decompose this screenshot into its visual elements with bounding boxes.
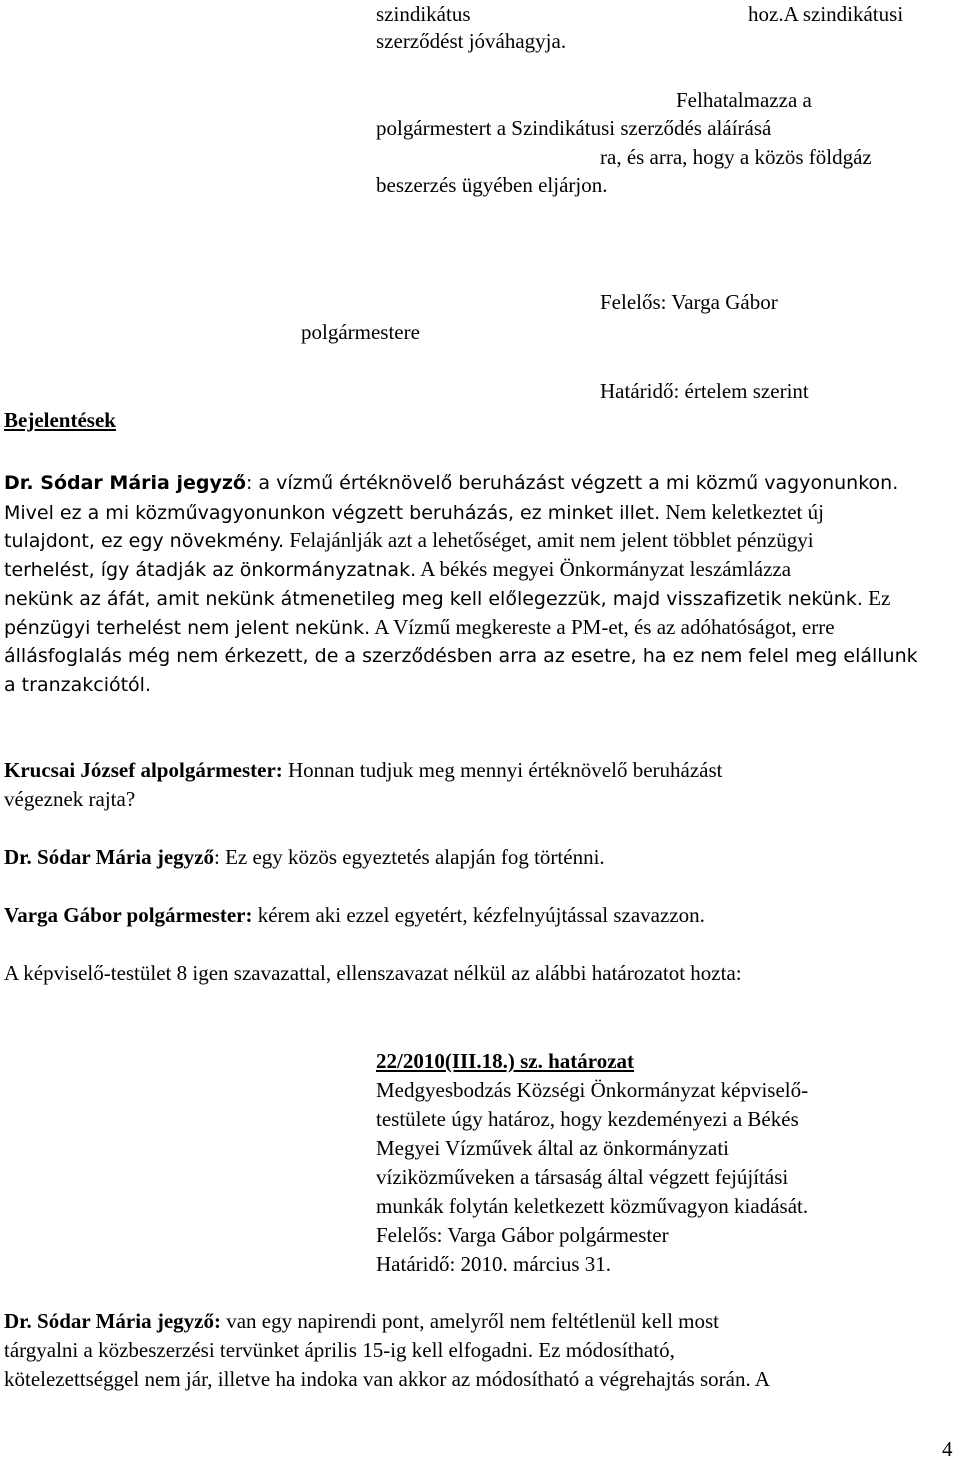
resolution-line1: Medgyesbodzás Községi Önkormányzat képviselő- [376,1078,809,1102]
p3: Dr. Sódar Mária jegyző: Ez egy közös egyeztetés alapján fog történni. [4,845,605,869]
p1-line2: Mivel ez a mi közművagyonunkon végzett beruházás, ez minket illet. Nem keletkeztet új [4,500,824,524]
p6-speaker: Dr. Sódar Mária jegyző: [4,1309,221,1333]
p2-line2: végeznek rajta? [4,787,136,811]
auth-line2: polgármestert a Szindikátusi szerződés aláírásá [376,116,772,140]
auth-line3: ra, és arra, hogy a közös földgáz [600,145,872,169]
section-heading: Bejelentések [4,408,116,432]
resolution-line5: munkák folytán keletkezett közművagyon kiadását. [376,1194,809,1218]
resolution-responsible: Felelős: Varga Gábor polgármester [376,1223,669,1247]
p1-speaker: Dr. Sódar Mária jegyző [4,472,246,494]
p5: A képviselő-testület 8 igen szavazattal, ellenszavazat nélkül az alábbi határozatot hozta: [4,961,742,985]
auth-line4: beszerzés ügyében eljárjon. [376,173,608,197]
p1-line4: terhelést, így átadják az önkormányzatnak. A békés megyei Önkormányzat leszámlázza [4,557,792,581]
p3-speaker: Dr. Sódar Mária jegyző [4,845,214,869]
deadline-label: Határidő: értelem szerint [600,379,809,403]
top-line2: szerződést jóváhagyja. [376,29,567,53]
top-line1-right: hoz.A szindikátusi [748,2,904,26]
p2-speaker: Krucsai József alpolgármester: [4,758,283,782]
p1-line1: Dr. Sódar Mária jegyző: a vízmű értéknövelő beruházást végzett a mi közmű vagyonunkon. [4,472,899,494]
p4: Varga Gábor polgármester: kérem aki ezzel egyetért, kézfelnyújtással szavazzon. [4,903,705,927]
responsible-label: Felelős: Varga Gábor [600,290,778,314]
p2-line1: Krucsai József alpolgármester: Honnan tudjuk meg mennyi értéknövelő beruházást [4,758,723,782]
resolution-deadline: Határidő: 2010. március 31. [376,1252,612,1276]
resolution-line3: Megyei Vízművek által az önkormányzati [376,1136,729,1160]
resolution-line4: víziközműveken a társaság által végzett fejújítási [376,1165,789,1189]
p1-line8: a tranzakciótól. [4,674,151,696]
resolution-title: 22/2010(III.18.) sz. határozat [376,1049,635,1073]
top-line1-left: szindikátus [376,2,471,26]
p4-speaker: Varga Gábor polgármester: [4,903,253,927]
p1-line3: tulajdont, ez egy növekmény. Felajánlják azt a lehetőséget, amit nem jelent többlet pénzügyi [4,528,814,552]
p6-line2: tárgyalni a közbeszerzési tervünket április 15-ig kell elfogadni. Ez módosítható, [4,1338,675,1362]
p1-line5: nekünk az áfát, amit nekünk átmenetileg meg kell előlegezzük, majd visszafizetik nekünk. Ez [4,586,891,610]
mayor-label: polgármestere [301,320,420,344]
p1-line7: állásfoglalás még nem érkezett, de a szerződésben arra az esetre, ha ez nem felel meg elállunk [4,645,918,667]
page-number: 4 [942,1437,953,1461]
p1-line6: pénzügyi terhelést nem jelent nekünk. A Vízmű megkereste a PM-et, és az adóhatóságot, erre [4,615,835,639]
p6-line3: kötelezettséggel nem jár, illetve ha indoka van akkor az módosítható a végrehajtás során. A [4,1367,770,1391]
p6-line1: Dr. Sódar Mária jegyző: van egy napirendi pont, amelyről nem feltétlenül kell most [4,1309,720,1333]
resolution-line2: testülete úgy határoz, hogy kezdeményezi a Békés [376,1107,799,1131]
auth-line1: Felhatalmazza a [676,88,812,112]
